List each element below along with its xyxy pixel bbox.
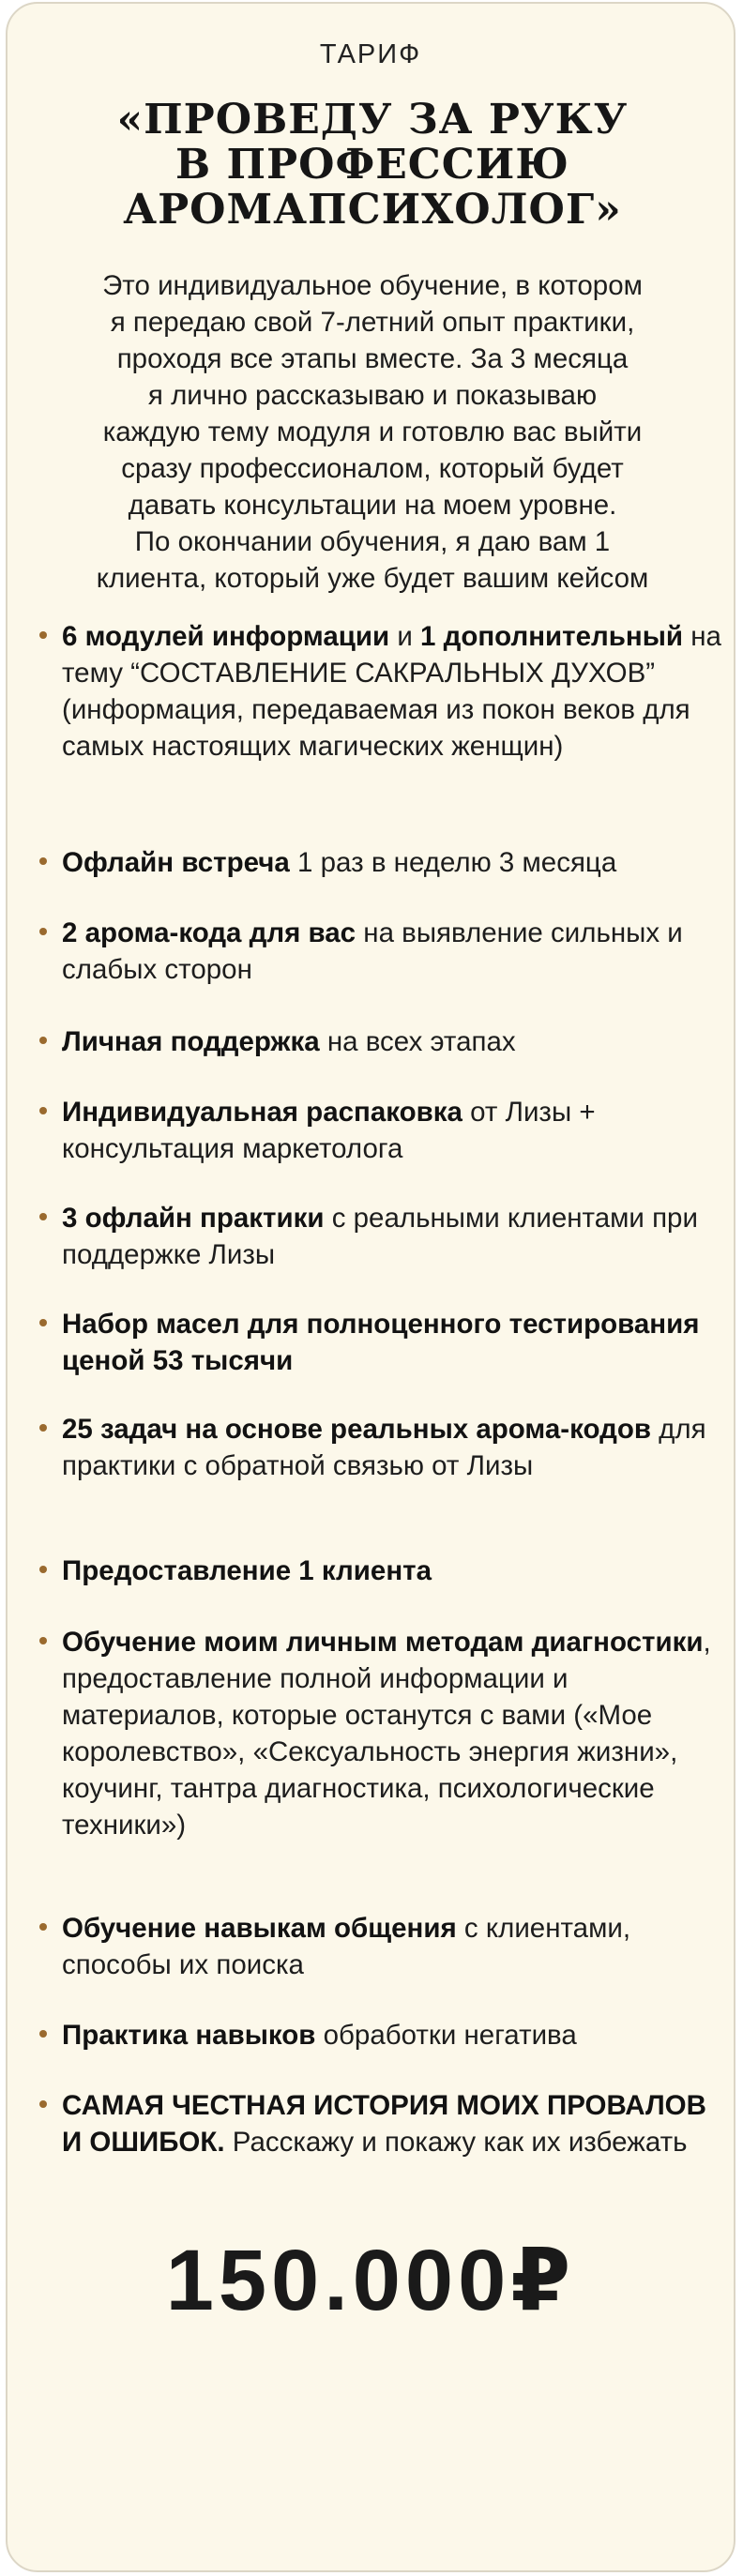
feature-text: Расскажу и покажу как их избежать xyxy=(224,2127,688,2158)
tariff-label: ТАРИФ xyxy=(319,39,422,69)
bullet-dot-icon xyxy=(39,631,47,639)
feature-bold-text: Обучение навыкам общения xyxy=(62,1913,457,1944)
feature-item xyxy=(62,1624,724,1843)
feature-bold-text: Набор масел для полноценного тестирования ценой 53 тысячи xyxy=(62,1309,700,1376)
tariff-card xyxy=(6,2,735,2572)
bullet-dot-icon xyxy=(39,1319,47,1326)
intro-paragraph xyxy=(26,267,719,597)
intro-line: каждую тему модуля и готовлю вас выйти xyxy=(102,417,643,447)
tariff-title xyxy=(26,98,719,233)
feature-item xyxy=(62,1094,724,1167)
feature-text: для практики с обратной связью от Лизы xyxy=(62,1414,706,1481)
feature-bold-text: Обучение моим личным методам диагностики xyxy=(62,1627,704,1658)
bullet-dot-icon xyxy=(39,1107,47,1114)
bullet-dot-icon xyxy=(39,857,47,865)
feature-text: , предоставление полной информации и материалов, которые останутся с вами («Мое королевство», «Сексуальность энергия жизни», коучинг, тантра диагностика, психологические техники») xyxy=(62,1627,711,1841)
tariff-title-line: «ПРОВЕДУ ЗА РУКУ xyxy=(116,96,629,144)
intro-line: давать консультации на моем уровне. xyxy=(128,490,617,521)
intro-line: я передаю свой 7-летний опыт практики, xyxy=(110,307,635,338)
feature-bold-text: Практика навыков xyxy=(62,2020,316,2051)
intro-line: я лично рассказываю и показываю xyxy=(147,380,598,411)
bullet-dot-icon xyxy=(39,1037,47,1044)
feature-bold-text: 2 арома-кода для вас xyxy=(62,917,356,948)
intro-line: Это индивидуальное обучение, в котором xyxy=(102,270,643,301)
feature-item xyxy=(62,2087,724,2160)
feature-item xyxy=(62,915,724,988)
feature-text: 1 раз в неделю 3 месяца xyxy=(289,847,617,878)
bullet-dot-icon xyxy=(39,1213,47,1220)
tariff-title-line: В ПРОФЕССИЮ xyxy=(175,141,569,189)
feature-item xyxy=(62,1200,724,1273)
feature-item xyxy=(62,2017,724,2053)
feature-bold-text: 1 дополнительный xyxy=(420,621,684,652)
feature-bold-text: Предоставление 1 клиента xyxy=(62,1555,432,1586)
bullet-dot-icon xyxy=(39,1637,47,1644)
price: 150.000₽ xyxy=(165,2233,576,2328)
feature-bold-text: Офлайн встреча xyxy=(62,847,290,878)
intro-line: По окончании обучения, я даю вам 1 xyxy=(134,526,611,557)
feature-bold-text: 6 модулей информации xyxy=(62,621,390,652)
bullet-dot-icon xyxy=(39,928,47,935)
feature-text: обработки негатива xyxy=(315,2020,577,2051)
bullet-dot-icon xyxy=(39,2030,47,2038)
feature-item xyxy=(62,844,724,881)
feature-text: на тему “СОСТАВЛЕНИЕ САКРАЛЬНЫХ ДУХОВ” (информация, передаваемая из покон веков для самых настоящих магических женщин) xyxy=(62,621,721,762)
feature-text: на всех этапах xyxy=(319,1026,516,1057)
feature-text: от Лизы + консультация маркетолога xyxy=(62,1097,596,1164)
bullet-dot-icon xyxy=(39,1923,47,1931)
intro-line: проходя все этапы вместе. За 3 месяца xyxy=(116,343,629,374)
feature-bold-text: Личная поддержка xyxy=(62,1026,320,1057)
feature-item xyxy=(62,1023,724,1060)
feature-bold-text: 25 задач на основе реальных арома-кодов xyxy=(62,1414,651,1445)
feature-item xyxy=(62,1910,724,1983)
bullet-dot-icon xyxy=(39,1566,47,1573)
feature-item xyxy=(62,1411,724,1484)
feature-text: с клиентами, способы их поиска xyxy=(62,1913,631,1980)
feature-item xyxy=(62,1306,724,1379)
feature-bold-text: Индивидуальная распаковка xyxy=(62,1097,462,1128)
intro-line: сразу профессионалом, который будет xyxy=(121,453,624,484)
feature-text: на выявление сильных и слабых сторон xyxy=(62,917,683,985)
tariff-title-line: АРОМАПСИХОЛОГ» xyxy=(123,186,622,234)
bullet-dot-icon xyxy=(39,1424,47,1432)
feature-bold-text: 3 офлайн практики xyxy=(62,1203,325,1234)
feature-text: и xyxy=(389,621,421,652)
intro-line: клиента, который уже будет вашим кейсом xyxy=(96,563,649,594)
feature-bold-text: САМАЯ ЧЕСТНАЯ ИСТОРИЯ МОИХ ПРОВАЛОВ И ОШИБОК. xyxy=(62,2090,706,2158)
feature-item xyxy=(62,1553,724,1589)
bullet-dot-icon xyxy=(39,2100,47,2108)
feature-item xyxy=(62,618,724,765)
feature-text: с реальными клиентами при поддержке Лизы xyxy=(62,1203,698,1270)
